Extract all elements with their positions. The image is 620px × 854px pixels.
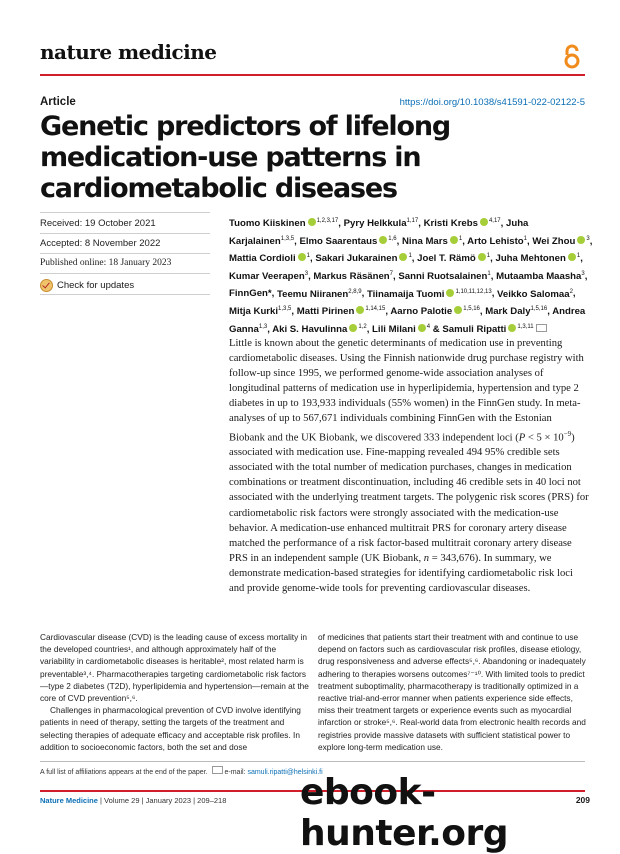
orcid-icon[interactable] — [379, 236, 387, 244]
author[interactable] — [313, 271, 393, 282]
author-name: Matti Pirinen — [296, 306, 355, 318]
author-separator: , — [393, 270, 399, 282]
accepted-date: Accepted: 8 November 2022 — [40, 238, 161, 249]
author-separator: , — [411, 253, 418, 265]
affiliation-marker: 1,3,5 — [280, 235, 295, 242]
published-date: Published online: 18 January 2023 — [40, 258, 172, 268]
email-icon[interactable] — [536, 324, 547, 332]
affiliation-marker: 1 — [486, 253, 491, 260]
affiliation-marker: 1,3,5 — [278, 305, 292, 312]
author[interactable] — [297, 306, 386, 317]
author-name: Juha Mehtonen — [495, 253, 566, 265]
author-name: Tuomo Kiiskinen — [229, 218, 306, 230]
watermark: ebook-hunter.org — [300, 772, 509, 854]
abstract: Little is known about the genetic determinants of medication use in preventing cardiometabolic diseases. Using the Finnish nationwide drug purchase registry with follow-up since 1995, we performed genome-wide association analyses of longitudinal patterns of medication use in hyperlipidemia, hypertension and type 2 diabetes in up to 193,933 individuals (55% women) in the FinnGen study. In meta-analyses of up to 567,671 individuals combining FinnGen with the Estonian Biobank and the UK Biobank, we discovered 333 independent loci $(P < 5 \times 10^{-9})$ associated with medication use. Fine-mapping revealed 494 95% credible sets associated with the total number of medication purchases, changes in medication combinations or treatment discontinuation, including 46 credible sets in 40 loci not associated with the underlying treatment targets. The polygenic risk scores (PRS) for cardiometabolic risk factors were strongly associated with the medication-use behavior. A medication-use enhanced multitrait PRS for coronary artery disease matched the performance of a risk factor-based multitrait coronary artery disease PRS in an independent sample (UK Biobank, n = 343,676). In summary, we demonstrate medication-based strategies for identifying cardiometabolic risk loci and provide genome-wide tools for preventing cardiovascular diseases. — [229, 338, 589, 595]
affiliation-marker: 1 — [523, 235, 528, 242]
affiliation-marker: 1,17 — [406, 218, 419, 224]
orcid-icon[interactable] — [450, 236, 458, 244]
author[interactable] — [497, 289, 573, 300]
author-name: Markus Räsänen — [313, 270, 390, 282]
author-name: Elmo Saarentaus — [299, 235, 378, 247]
author[interactable] — [367, 289, 492, 300]
affiliation-marker: 3 — [586, 235, 590, 242]
author-separator: , — [490, 270, 497, 282]
check-updates-icon — [40, 279, 53, 292]
author-separator: , — [291, 306, 297, 318]
author[interactable] — [532, 236, 589, 247]
affiliation-marker: 3 — [581, 270, 585, 277]
affiliation-marker: 7 — [389, 270, 394, 277]
author[interactable] — [229, 253, 310, 264]
author-name: Sanni Ruotsalainen — [398, 270, 488, 282]
orcid-icon[interactable] — [478, 253, 486, 261]
author-name: Wei Zhou — [532, 235, 576, 247]
author-separator: , — [396, 235, 402, 247]
author[interactable] — [424, 218, 501, 229]
author[interactable] — [372, 324, 430, 335]
author[interactable] — [467, 236, 527, 247]
author-name: Aarno Palotie — [390, 306, 453, 318]
author-name: Mattia Cordioli — [229, 253, 296, 265]
author-separator: , — [418, 218, 424, 230]
author[interactable] — [390, 306, 480, 317]
meta-divider — [40, 294, 210, 295]
affiliation-marker: 4,17 — [488, 218, 501, 224]
orcid-icon[interactable] — [508, 324, 516, 332]
author[interactable] — [398, 271, 490, 282]
author-name: Kristi Krebs — [423, 218, 478, 230]
body-column-right — [318, 631, 588, 753]
affiliation-marker: 4 — [426, 323, 431, 330]
affiliation-marker: 1,5,16 — [530, 305, 548, 312]
author-separator: , — [267, 323, 273, 335]
author-separator: , — [547, 306, 553, 318]
affiliation-marker: 2,8,9 — [348, 288, 362, 295]
page-number: 209 — [575, 795, 590, 805]
author[interactable] — [442, 324, 546, 335]
email-icon — [212, 766, 223, 774]
author-separator: , — [309, 253, 316, 265]
author-separator: , — [271, 288, 277, 300]
affiliation-marker: 1,5,16 — [463, 305, 480, 312]
author-separator: , — [572, 288, 576, 300]
author-separator: , — [479, 306, 486, 318]
affiliation-marker: 2 — [569, 288, 573, 295]
affiliation-marker: 1 — [487, 270, 491, 277]
orcid-icon[interactable] — [399, 253, 407, 261]
author-name: Pyry Helkkula — [343, 218, 407, 230]
author-name: Kumar Veerapen — [229, 270, 305, 282]
journal-name: nature medicine — [40, 40, 217, 64]
body-paragraph: Challenges in pharmacological prevention of CVD involve identifying patients in need of therapy, setting the targets of the treatment and selecting therapies of adequate efficacy and acceptable risk profiles. In addition to socioeconomic factors, both the set and dose — [40, 705, 301, 752]
author-list — [229, 214, 594, 337]
author-name: Juha Karjalainen — [229, 218, 529, 247]
meta-divider — [40, 273, 210, 274]
affiliation-marker: 1,2,3,17 — [316, 218, 339, 224]
author-separator: , — [491, 288, 498, 300]
author-name: Tiinamaija Tuomi — [366, 288, 445, 300]
author-separator: , — [584, 270, 588, 282]
author-separator: , — [366, 323, 373, 335]
author-name: Mutaamba Maasha — [496, 270, 582, 282]
orcid-icon[interactable] — [298, 253, 306, 261]
orcid-icon[interactable] — [356, 306, 364, 314]
author-separator: , — [308, 270, 314, 282]
author-name: Aki S. Havulinna — [272, 323, 348, 335]
article-type: Article — [40, 96, 76, 108]
orcid-icon[interactable] — [349, 324, 357, 332]
author-separator: , — [589, 235, 593, 247]
author-name: Nina Mars — [401, 235, 448, 247]
affiliations-footnote: A full list of affiliations appears at the end of the paper. e-mail: samuli.ripatti@helsinki.fi — [40, 766, 323, 776]
footer-citation: Nature Medicine | Volume 29 | January 2023 | 209–218 — [40, 796, 227, 805]
meta-divider — [40, 233, 210, 234]
author-separator: , — [490, 253, 496, 265]
author-separator: , — [385, 306, 391, 318]
affiliation-marker: 1,10,11,12,13 — [455, 288, 492, 295]
orcid-icon[interactable] — [308, 218, 316, 226]
author-name: Veikko Salomaa — [497, 288, 570, 300]
author-name: Sakari Jukarainen — [315, 253, 398, 265]
email-link[interactable]: samuli.ripatti@helsinki.fi — [247, 769, 323, 776]
author-separator: , — [338, 218, 344, 230]
author[interactable] — [229, 218, 338, 229]
meta-divider — [40, 212, 210, 213]
check-updates-label: Check for updates — [57, 280, 135, 291]
affiliation-marker: 1,14,15 — [365, 305, 386, 312]
affiliation-marker: 1 — [576, 253, 581, 260]
affiliation-marker: 1,6 — [388, 235, 397, 242]
author-name: Lili Milani — [372, 323, 416, 335]
footnote-rule — [40, 761, 585, 762]
author-name: Andrea Ganna — [229, 306, 586, 335]
affiliation-marker: 1 — [306, 253, 310, 260]
author-name: Teemu Niiranen — [276, 288, 349, 300]
author[interactable] — [229, 271, 308, 282]
received-date: Received: 19 October 2021 — [40, 218, 156, 229]
author[interactable] — [495, 253, 580, 264]
body-paragraph: Cardiovascular disease (CVD) is the leading cause of excess mortality in the developed countries¹, and although approximately half of the variability in cardiometabolic diseases is heritable², most related harm is preventable³,⁴. Pharmacotherapies targeting cardiometabolic risk factors—type 2 diabetes (T2D), hyperlipidemia and hypertension—remain at the core of CVD prevention⁵,⁶. — [40, 632, 309, 704]
article-title: Genetic predictors of lifelong medication-use patterns in cardiometabolic diseases — [40, 111, 450, 204]
author-name: Joel T. Rämö — [417, 253, 476, 265]
orcid-icon[interactable] — [577, 236, 585, 244]
author[interactable] — [229, 289, 272, 300]
doi-link[interactable]: https://doi.org/10.1038/s41591-022-02122-5 — [399, 97, 585, 108]
affiliation-marker: 1 — [458, 235, 463, 242]
author[interactable] — [485, 306, 547, 317]
author[interactable] — [344, 218, 419, 229]
header-rule — [40, 74, 585, 76]
author-separator: , — [462, 235, 468, 247]
check-for-updates-button[interactable] — [40, 279, 134, 292]
author[interactable] — [496, 271, 585, 282]
author[interactable] — [299, 236, 396, 247]
author-name: Mark Daly — [485, 306, 531, 318]
orcid-icon[interactable] — [418, 324, 426, 332]
orcid-icon[interactable] — [454, 306, 462, 314]
affiliation-marker: 3 — [304, 270, 309, 277]
author-name: FinnGen* — [229, 288, 272, 300]
affiliation-marker: 1 — [408, 253, 412, 260]
author-separator: , — [294, 235, 300, 247]
affiliation-marker: 1,2 — [358, 323, 367, 330]
author-name: Mitja Kurki — [229, 306, 279, 318]
body-paragraph: of medicines that patients start their treatment with and continue to use depend on factors such as cardiovascular risk profiles, disease etiology, drug responsiveness and adverse effects⁵,⁶. Abandoning or inadequately adhering to therapies worsens outcomes⁷⁻¹⁰. With limited tools to predict treatment suboptimality, pharmacotherapy is traditionally optimized in a reactive trial-and-error manner when patients experience side effects, miss their treatment targets or experience events such as myocardial infarction or stroke⁵,⁶. Real-world data from electronic health records and registries provide massive datasets with sufficient statistical power to explore long-term medication use. — [318, 632, 586, 752]
open-access-lock-icon — [562, 44, 582, 70]
author[interactable] — [229, 306, 291, 317]
orcid-icon[interactable] — [480, 218, 488, 226]
author[interactable] — [277, 289, 362, 300]
affiliation-marker: 1,3 — [258, 323, 268, 330]
meta-divider — [40, 253, 210, 254]
author[interactable] — [272, 324, 367, 335]
author-separator: , — [500, 218, 506, 230]
orcid-icon[interactable] — [446, 289, 454, 297]
author-separator: , — [527, 235, 533, 247]
author-separator: , — [361, 288, 367, 300]
author[interactable] — [315, 253, 411, 264]
author-name: Arto Lehisto — [467, 235, 524, 247]
author[interactable] — [402, 236, 462, 247]
body-column-left — [40, 631, 310, 753]
author-separator: & — [430, 323, 443, 335]
affiliation-marker: 1,3,11 — [517, 323, 534, 330]
author-separator: , — [580, 253, 583, 265]
author[interactable] — [417, 253, 490, 264]
author-name: Samuli Ripatti — [442, 323, 507, 335]
orcid-icon[interactable] — [568, 253, 576, 261]
